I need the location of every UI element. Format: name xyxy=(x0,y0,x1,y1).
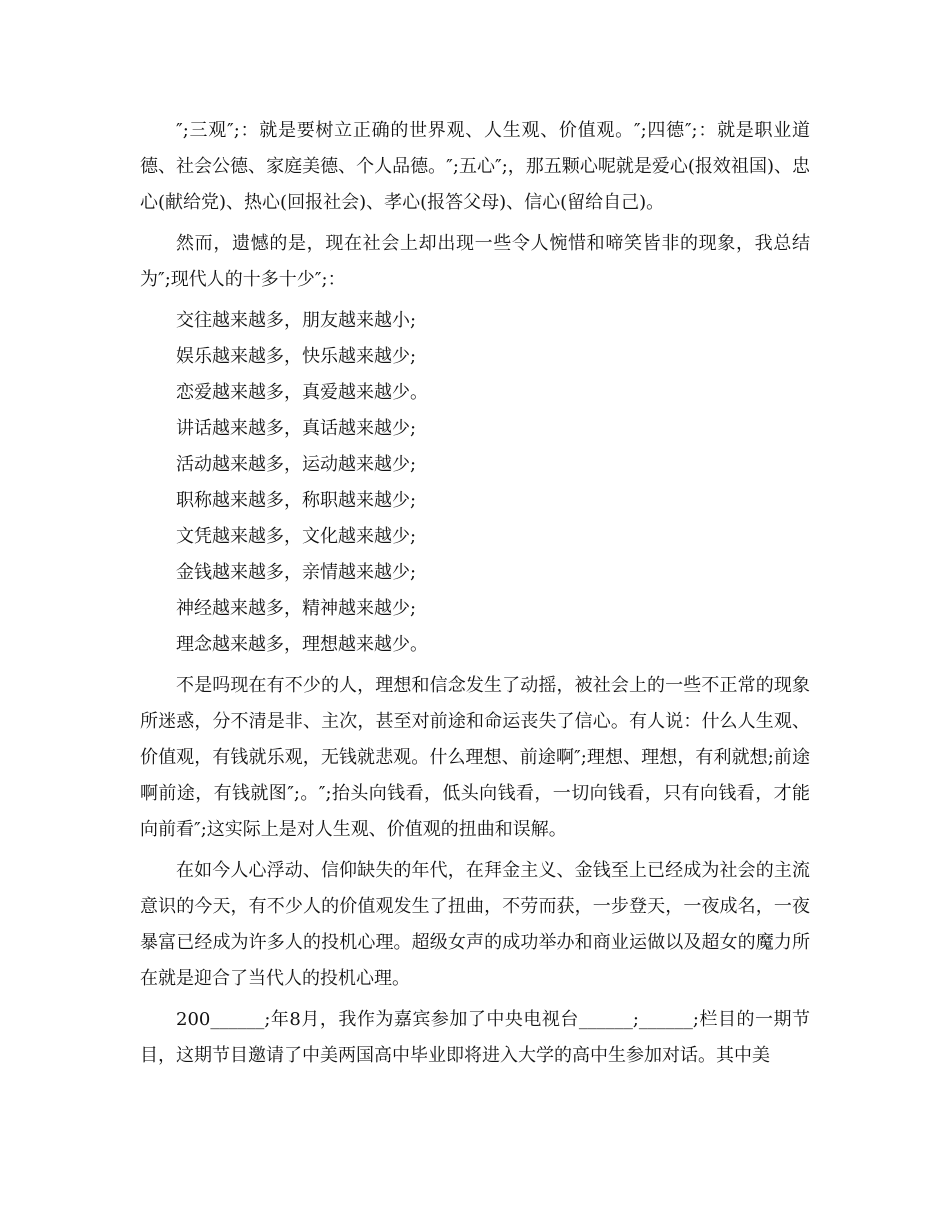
paragraph-cctv-program: 200______;年8月，我作为嘉宾参加了中央电视台______;______;栏目的一期节目，这期节目邀请了中美两国高中毕业即将进入大学的高中生参加对话。其中美 xyxy=(140,1009,810,1066)
document-body xyxy=(140,113,810,1079)
list-item: 娱乐越来越多，快乐越来越少; xyxy=(176,346,417,367)
list-item: 文凭越来越多，文化越来越少; xyxy=(176,526,417,547)
paragraph-values-distorted: 在如今人心浮动、信仰缺失的年代，在拜金主义、金钱至上已经成为社会的主流意识的今天，有不少人的价值观发生了扭曲，不劳而获，一步登天，一夜成名，一夜暴富已经成为许多人的投机心理。超级女声的成功举办和商业运做以及超女的魔力所在就是迎合了当代人的投机心理。 xyxy=(140,860,810,989)
list-item: 理念越来越多，理想越来越少。 xyxy=(176,634,428,655)
list-item: 金钱越来越多，亲情越来越少; xyxy=(176,562,417,583)
paragraph-ideals-shaken: 不是吗现在有不少的人，理想和信念发生了动摇，被社会上的一些不正常的现象所迷惑，分不清是非、主次，甚至对前途和命运丧失了信心。有人说：什么人生观、价值观，有钱就乐观，无钱就悲观。什么理想、前途啊″;理想、理想，有利就想;前途啊前途，有钱就图″;。″;抬头向钱看，低头向钱看，一切向钱看，只有向钱看，才能向前看″;这实际上是对人生观、价值观的扭曲和误解。 xyxy=(140,675,810,840)
list-item: 神经越来越多，精神越来越少; xyxy=(176,598,417,619)
list-item: 活动越来越多，运动越来越少; xyxy=(176,454,417,475)
paragraph-three-views: ″;三观″;：就是要树立正确的世界观、人生观、价值观。″;四德″;：就是职业道德、社会公德、家庭美德、个人品德。″;五心″;，那五颗心呢就是爱心(报效祖国)、忠心(献给党)、热心(回报社会)、孝心(报答父母)、信心(留给自己)。 xyxy=(140,120,810,213)
list-item: 讲话越来越多，真话越来越少; xyxy=(176,418,417,439)
list-item: 职称越来越多，称职越来越少; xyxy=(176,490,417,511)
ten-more-ten-less-list xyxy=(140,303,810,663)
list-item: 交往越来越多，朋友越来越小; xyxy=(176,310,417,331)
paragraph-regret: 然而，遗憾的是，现在社会上却出现一些令人惋惜和啼笑皆非的现象，我总结为″;现代人的十多十少″;： xyxy=(140,233,810,290)
list-item: 恋爱越来越多，真爱越来越少。 xyxy=(176,382,428,403)
